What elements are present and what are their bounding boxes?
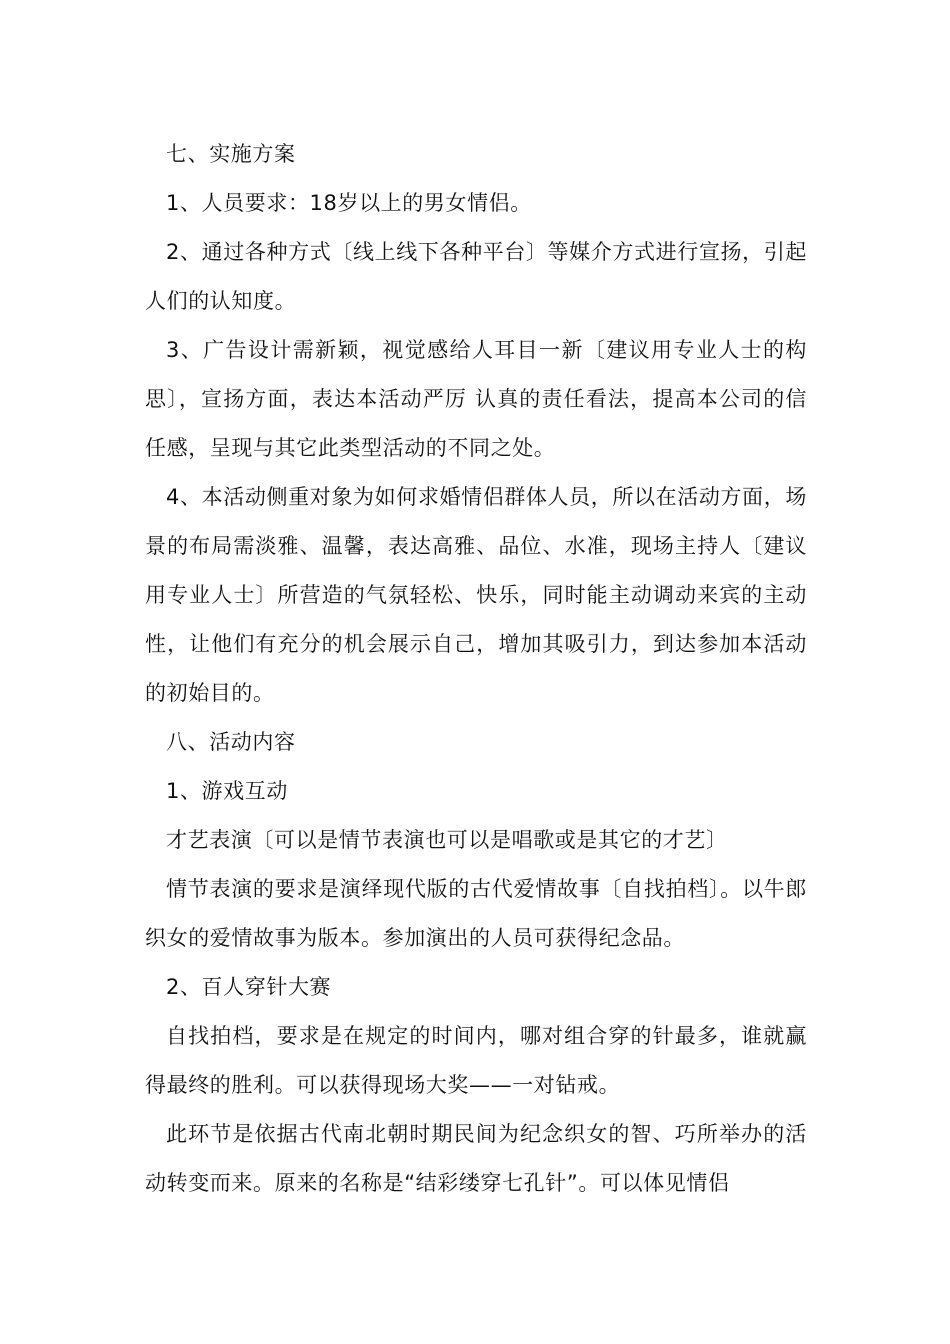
paragraph-target-audience: 4、本活动侧重对象为如何求婚情侣群体人员，所以在活动方面，场景的布局需淡雅、温馨，表达高雅、品位、水准，现场主持人〔建议用专业人士〕所营造的气氛轻松、快乐，同时能主动调动来宾的主动性，让他们有充分的机会展示自己，增加其吸引力，到达参加本活动的初始目的。 [145,485,807,705]
paragraph-contest-origin: 此环节是依据古代南北朝时期民间为纪念织女的智、巧所举办的活动转变而来。原来的名称是“结彩缕穿七孔针”。可以体见情侣 [145,1122,807,1195]
paragraph-contest-rules: 自找拍档，要求是在规定的时间内，哪对组合穿的针最多，谁就赢得最终的胜利。可以获得现场大奖——一对钻戒。 [145,1024,807,1097]
paragraph-personnel-requirements: 1、人员要求：18岁以上的男女情侣。 [166,191,532,215]
paragraph-talent-show: 才艺表演〔可以是情节表演也可以是唱歌或是其它的才艺〕 [166,828,728,852]
subheading-game-interaction: 1、游戏互动 [166,779,288,803]
subheading-needle-threading-contest: 2、百人穿针大赛 [166,975,332,999]
paragraph-ad-design: 3、广告设计需新颖，视觉感给人耳目一新〔建议用专业人士的构思〕，宣扬方面，表达本活动严厉 认真的责任看法，提高本公司的信任感，呈现与其它此类型活动的不同之处。 [145,338,807,460]
section-heading-implementation: 七、实施方案 [166,142,296,166]
document-body [145,130,807,1208]
paragraph-drama-requirements: 情节表演的要求是演绎现代版的古代爱情故事〔自找拍档〕。以牛郎织女的爱情故事为版本。参加演出的人员可获得纪念品。 [145,877,807,950]
section-heading-activity-content: 八、活动内容 [166,730,296,754]
paragraph-promotion: 2、通过各种方式〔线上线下各种平台〕等媒介方式进行宣扬，引起人们的认知度。 [145,240,807,313]
